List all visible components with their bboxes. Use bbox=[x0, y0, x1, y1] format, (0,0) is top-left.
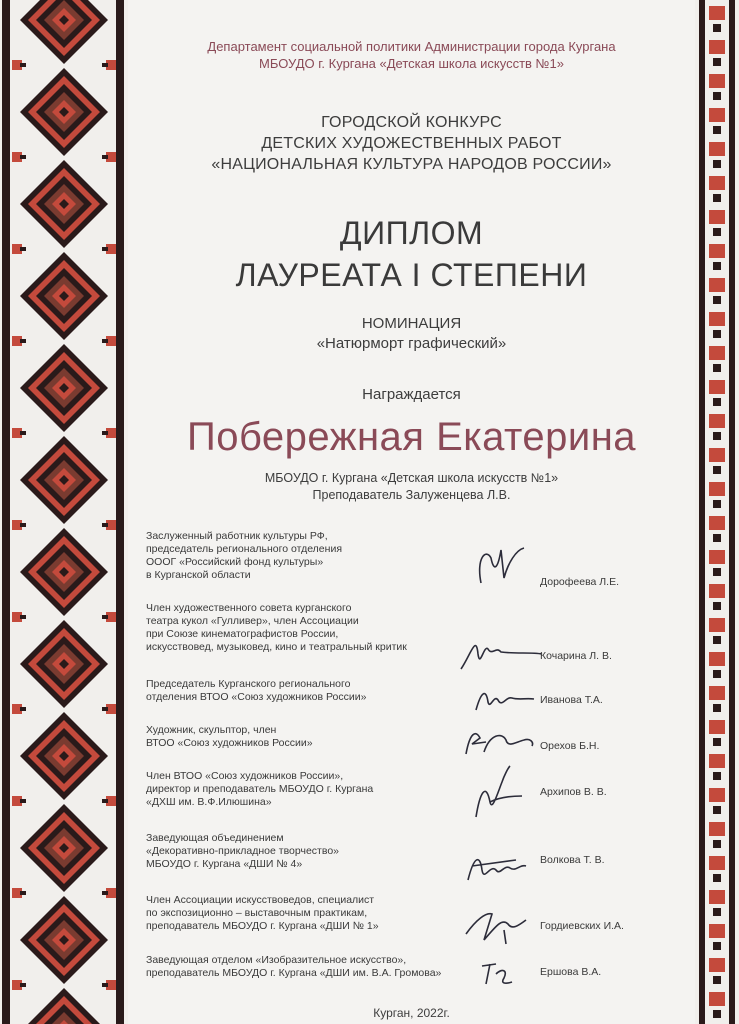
signatory-name: Иванова Т.А. bbox=[540, 694, 603, 706]
signatory-name: Волкова Т. В. bbox=[540, 854, 605, 866]
nomination-value: «Натюрморт графический» bbox=[316, 335, 507, 352]
ornament-motif bbox=[709, 686, 725, 700]
ornament-motif bbox=[102, 891, 108, 895]
ornament-motif bbox=[713, 738, 721, 746]
ornament-motif bbox=[20, 155, 26, 159]
nomination-label: НОМИНАЦИЯ bbox=[361, 315, 462, 332]
ornament-motif bbox=[20, 707, 26, 711]
signatory-description: Заслуженный работник культуры РФ, председатель регионального отделения ОООГ «Российский фонд культуры» в Курганской области bbox=[146, 530, 342, 581]
signatory-description: Заведующая отделом «Изобразительное искусство», преподаватель МБОУДО г. Кургана «ДШИ им. В.А. Громова» bbox=[146, 954, 442, 979]
contest-title bbox=[128, 112, 695, 175]
ornament-motif bbox=[713, 602, 721, 610]
ornament-motif bbox=[102, 155, 108, 159]
ornament-motif bbox=[713, 976, 721, 984]
ornament-motif bbox=[20, 431, 26, 435]
signature-mark bbox=[446, 842, 536, 892]
ornament-motif bbox=[709, 890, 725, 904]
signatory-description: Член Ассоциации искусствоведов, специалист по экспозиционно – выставочным практикам, преподаватель МБОУДО г. Кургана «ДШИ № 1» bbox=[146, 894, 379, 932]
awarded-label: Награждается bbox=[362, 386, 461, 403]
ornament-motif bbox=[102, 63, 108, 67]
ornament-motif bbox=[20, 799, 26, 803]
signature-mark bbox=[446, 954, 536, 990]
ornament-motif bbox=[709, 346, 725, 360]
signature-mark bbox=[446, 680, 536, 716]
ornament-motif bbox=[709, 278, 725, 292]
school-name: МБОУДО г. Кургана «Детская школа искусств №1» bbox=[264, 471, 559, 485]
ornament-motif bbox=[102, 983, 108, 987]
signatory-name: Ершова В.А. bbox=[540, 966, 602, 978]
ornament-motif bbox=[709, 176, 725, 190]
signatory-name: Гордиевских И.А. bbox=[540, 920, 624, 932]
ornament-motif bbox=[709, 108, 725, 122]
signatory-row bbox=[146, 724, 695, 764]
issuer-department: Департамент социальной политики Администрации города Кургана bbox=[207, 39, 616, 54]
ornament-stripe bbox=[729, 0, 735, 1024]
ornament-motif bbox=[713, 330, 721, 338]
ornament-motif bbox=[709, 414, 725, 428]
signatory-description: Член ВТОО «Союз художников России», директор и преподаватель МБОУДО г. Кургана «ДХШ им. В.Ф.Илюшина» bbox=[146, 770, 374, 808]
ornament-pattern-right bbox=[695, 0, 739, 1024]
ornament-motif bbox=[709, 958, 725, 972]
ornament-motif bbox=[102, 615, 108, 619]
signatory-row bbox=[146, 832, 695, 884]
contest-title-line: ГОРОДСКОЙ КОНКУРС bbox=[321, 114, 502, 131]
place-and-year: Курган, 2022г. bbox=[373, 1006, 450, 1020]
signatory-description: Председатель Курганского регионального отделения ВТОО «Союз художников России» bbox=[146, 678, 367, 703]
ornament-motif bbox=[102, 247, 108, 251]
ornament-motif bbox=[713, 1010, 721, 1018]
ornament-motif bbox=[713, 772, 721, 780]
ornament-motif bbox=[20, 523, 26, 527]
ornament-motif bbox=[713, 228, 721, 236]
ornament-motif bbox=[709, 482, 725, 496]
ornament-motif bbox=[709, 584, 725, 598]
ornament-stripe bbox=[699, 0, 705, 1024]
signatory-description: Заведующая объединением «Декоративно-прикладное творчество» МБОУДО г. Кургана «ДШИ № 4» bbox=[146, 832, 339, 870]
teacher-name: Преподаватель Залуженцева Л.В. bbox=[312, 488, 511, 502]
issuer-header bbox=[128, 38, 695, 72]
ornament-motif bbox=[709, 550, 725, 564]
ornament-motif bbox=[713, 942, 721, 950]
ornament-motif bbox=[709, 924, 725, 938]
ornament-motif bbox=[713, 296, 721, 304]
ornament-motif bbox=[20, 63, 26, 67]
ornament-motif bbox=[709, 448, 725, 462]
ornament-motif bbox=[713, 262, 721, 270]
signature-mark bbox=[446, 900, 536, 950]
ornament-motif bbox=[20, 983, 26, 987]
signatory-name: Архипов В. В. bbox=[540, 786, 607, 798]
signatory-row bbox=[146, 770, 695, 822]
ornament-motif bbox=[713, 500, 721, 508]
signatory-row bbox=[146, 954, 695, 994]
signatory-name: Кочарина Л. В. bbox=[540, 650, 612, 662]
ornament-motif bbox=[713, 534, 721, 542]
signature-mark bbox=[446, 724, 536, 762]
ornament-motif bbox=[713, 24, 721, 32]
ornament-stripe bbox=[116, 0, 124, 1024]
ornament-motif bbox=[713, 840, 721, 848]
ornament-motif bbox=[709, 822, 725, 836]
ornament-pattern-left bbox=[0, 0, 128, 1024]
ornament-motif bbox=[709, 856, 725, 870]
ornament-motif bbox=[102, 707, 108, 711]
ornament-motif bbox=[709, 210, 725, 224]
right-ornament-border bbox=[695, 0, 739, 1024]
signatory-row bbox=[146, 530, 695, 586]
ornament-motif bbox=[713, 398, 721, 406]
diploma-heading: ДИПЛОМ bbox=[339, 215, 484, 251]
ornament-motif bbox=[709, 516, 725, 530]
nomination bbox=[128, 314, 695, 354]
signature-mark bbox=[446, 762, 536, 824]
signatory-name: Орехов Б.Н. bbox=[540, 740, 600, 752]
signature-mark bbox=[446, 624, 546, 674]
ornament-motif bbox=[713, 160, 721, 168]
winner-school bbox=[128, 470, 695, 504]
ornament-motif bbox=[713, 466, 721, 474]
signatory-name: Дорофеева Л.Е. bbox=[540, 576, 620, 588]
ornament-motif bbox=[20, 247, 26, 251]
ornament-motif bbox=[709, 788, 725, 802]
ornament-stripe bbox=[2, 0, 10, 1024]
ornament-motif bbox=[713, 908, 721, 916]
ornament-motif bbox=[713, 194, 721, 202]
diploma-degree: ЛАУРЕАТА I СТЕПЕНИ bbox=[235, 257, 588, 293]
ornament-motif bbox=[709, 380, 725, 394]
ornament-motif bbox=[20, 339, 26, 343]
ornament-motif bbox=[102, 523, 108, 527]
ornament-motif bbox=[713, 126, 721, 134]
signatory-description: Художник, скульптор, член ВТОО «Союз художников России» bbox=[146, 724, 313, 749]
diploma-title bbox=[128, 212, 695, 296]
ornament-motif bbox=[709, 720, 725, 734]
ornament-motif bbox=[709, 74, 725, 88]
ornament-motif bbox=[709, 992, 725, 1006]
ornament-motif bbox=[20, 615, 26, 619]
ornament-motif bbox=[709, 244, 725, 258]
ornament-motif bbox=[709, 312, 725, 326]
ornament-motif bbox=[709, 652, 725, 666]
left-ornament-border bbox=[0, 0, 128, 1024]
diploma-content bbox=[128, 0, 695, 1024]
winner-name: Побережная Екатерина bbox=[186, 415, 637, 459]
contest-title-line: «НАЦИОНАЛЬНАЯ КУЛЬТУРА НАРОДОВ РОССИИ» bbox=[211, 156, 612, 173]
ornament-motif bbox=[709, 754, 725, 768]
ornament-motif bbox=[102, 799, 108, 803]
ornament-motif bbox=[709, 618, 725, 632]
signatory-row bbox=[146, 602, 695, 664]
ornament-motif bbox=[713, 670, 721, 678]
contest-title-line: ДЕТСКИХ ХУДОЖЕСТВЕННЫХ РАБОТ bbox=[261, 135, 562, 152]
ornament-motif bbox=[713, 568, 721, 576]
signatory-row bbox=[146, 678, 695, 718]
ornament-motif bbox=[709, 6, 725, 20]
ornament-motif bbox=[102, 339, 108, 343]
ornament-motif bbox=[713, 58, 721, 66]
ornament-motif bbox=[713, 92, 721, 100]
signatory-description: Член художественного совета курганского театра кукол «Гулливер», член Ассоциации при Союзе кинематографистов России, искусствовед, музыковед, кино и театральный критик bbox=[146, 602, 407, 653]
ornament-motif bbox=[713, 636, 721, 644]
ornament-motif bbox=[713, 364, 721, 372]
ornament-motif bbox=[102, 431, 108, 435]
ornament-motif bbox=[713, 874, 721, 882]
ornament-motif bbox=[713, 432, 721, 440]
ornament-motif bbox=[20, 891, 26, 895]
ornament-motif bbox=[713, 704, 721, 712]
ornament-motif bbox=[709, 142, 725, 156]
signature-mark bbox=[446, 538, 536, 588]
ornament-motif bbox=[709, 40, 725, 54]
ornament-motif bbox=[713, 806, 721, 814]
issuer-school: МБОУДО г. Кургана «Детская школа искусств №1» bbox=[259, 56, 564, 71]
signatory-row bbox=[146, 894, 695, 946]
